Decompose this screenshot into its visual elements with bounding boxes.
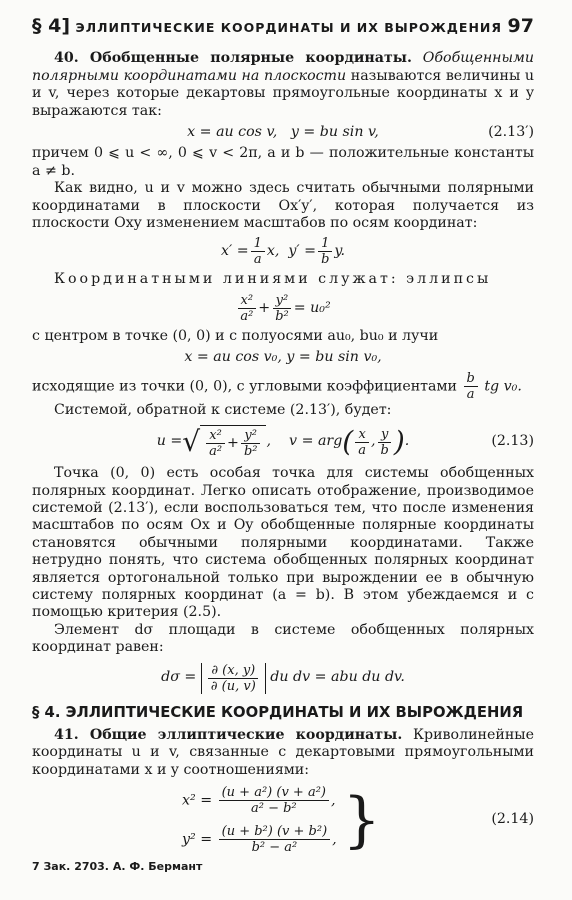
eq-part: y. — [334, 243, 346, 260]
text-inverse: Системой, обратной к системе (2.13′), будет: — [54, 401, 392, 418]
paragraph-area-element: Элемент dσ площади в системе обобщенных полярных координат равен: — [32, 621, 534, 656]
frac-den: a² − b² — [250, 801, 297, 817]
eq-part: x′ = — [220, 243, 249, 260]
frac-den: b — [321, 252, 330, 268]
eq-part: x² = — [182, 792, 213, 809]
frac-den: ∂ (u, v) — [210, 678, 256, 694]
page — [32, 15, 534, 861]
equation-rays: x = au cos v₀, y = bu sin v₀, — [184, 349, 382, 366]
heading-41: 41. Общие эллиптические координаты. — [54, 726, 403, 743]
paragraph-singular-point: Точка (0, 0) есть особая точка для системы обобщенных полярных координат. Легко описать отображение, производимое системой (2.13′), если воспользоваться тем, что после изменения масштабов по осям Ox и Oy обобщенные полярные координаты становятся обычными полярными координатами. Также нетрудно понять, что система обобщенных полярных координат является ортогональной только при вырождении ее в обычную систему полярных координат (a = b). В этом убеждаемся и с помощью критерия (2.5). — [32, 465, 534, 621]
equation-2-13: u = √ $\frac{\text{x²}}{\text{a²}}$ + $\frac{\text{y²}}{\text{b²}}$ , v = arg ( $\frac{x}{a}$ , $\frac{y}{b}$ ) . (2.13) — [156, 425, 534, 460]
text-center: с центром в точке (0, 0) и с полуосями au₀, bu₀ и лучи — [32, 327, 439, 344]
frac-den: a — [466, 386, 475, 402]
frac-num: b — [464, 371, 478, 387]
eq-part: y² = — [182, 831, 213, 848]
frac-den: b² — [275, 308, 289, 324]
frac-num: (u + a²) (v + a²) — [219, 785, 329, 801]
frac-num: 1 — [251, 236, 265, 252]
equation-ellipse — [32, 293, 534, 324]
frac-num: y² — [241, 428, 260, 444]
text: u и v, через которые декартовы прямоугольные координаты x и y выражаются так: — [32, 67, 534, 119]
frac-num: y² — [273, 293, 292, 309]
header-section: § 4] — [32, 15, 71, 37]
text: Криволинейные координаты u и v, связанные с декартовыми прямоугольными координатами x и y соотношениями: — [32, 726, 534, 778]
frac-den: a² — [209, 444, 223, 460]
frac-den: a — [253, 252, 262, 268]
paragraph-40 — [32, 50, 534, 120]
term-40: Обобщенными полярными координатами на плоскости — [32, 50, 534, 84]
paragraph-41 — [32, 727, 534, 779]
frac-num: (u + b²) (v + b²) — [219, 824, 331, 840]
eq-part: y = bu sin v, — [290, 124, 379, 141]
text-slopes — [32, 371, 534, 402]
eq-part: x, — [266, 243, 280, 260]
header-title: ЭЛЛИПТИЧЕСКИЕ КООРДИНАТЫ И ИХ ВЫРОЖДЕНИЯ — [75, 20, 503, 35]
eq-part: y′ = — [288, 243, 317, 260]
page-number: 97 — [507, 15, 534, 37]
equation-area — [32, 663, 534, 694]
frac-num: x — [355, 427, 368, 443]
eq-part: du dv = abu du dv. — [270, 669, 405, 686]
text: называются величины — [350, 67, 521, 84]
frac-den: b — [380, 442, 389, 458]
frac-num: x² — [238, 293, 257, 309]
running-header — [32, 15, 534, 37]
text: исходящие из точки (0, 0), с угловыми коэффициентами — [32, 378, 457, 395]
eq-part: dσ = — [161, 669, 197, 686]
text-scaling: Как видно, u и v можно здесь считать обычными полярными координатами в плоскости Ox′y′, которая получается из плоскости Oxy изменением масштабов по осям координат: — [32, 180, 534, 232]
frac-den: a² — [240, 308, 254, 324]
frac-den: b² — [243, 444, 258, 460]
eq-part: + — [227, 434, 239, 451]
frac-den: b² − a² — [251, 840, 298, 856]
section-heading-4: § 4. ЭЛЛИПТИЧЕСКИЕ КООРДИНАТЫ И ИХ ВЫРОЖДЕНИЯ — [32, 703, 524, 721]
frac-den: a — [358, 442, 366, 458]
frac-num: y — [378, 427, 391, 443]
text: tg v₀. — [484, 378, 522, 395]
equation-2-14: x² = $\frac{\text{(u + a²) (v + a²)}}{\text{a² − b²}}$ , y² = $\frac{\text{(u + b²) (v + b²)}}{\text{b² − a²}}$ , } (2.14) — [182, 785, 534, 856]
text-constraints: причем 0 ⩽ u < ∞, 0 ⩽ v < 2π, a и b — положительные константы a ≠ b. — [32, 145, 534, 179]
eq-part: + — [258, 299, 271, 316]
eq-part: u = — [156, 433, 183, 450]
equation-2-13-prime — [32, 124, 534, 141]
eq-part: x = au cos v, — [187, 124, 278, 141]
text-coordinate-lines: Координатными линиями служат: эллипсы — [54, 271, 492, 288]
eq-tag: (2.13) — [491, 433, 534, 450]
footer-imprint: 7 Зак. 2703. А. Ф. Бермант — [32, 860, 203, 873]
equation-scaling — [32, 236, 534, 267]
eq-part: v = arg — [289, 433, 343, 450]
eq-part: = u₀² — [293, 299, 331, 316]
frac-num: ∂ (x, y) — [208, 663, 258, 679]
heading-40: 40. Обобщенные полярные координаты. — [54, 50, 412, 67]
frac-num: 1 — [318, 236, 332, 252]
frac-num: x² — [206, 428, 225, 444]
eq-tag: (2.14) — [491, 811, 534, 828]
eq-tag: (2.13′) — [488, 124, 534, 141]
